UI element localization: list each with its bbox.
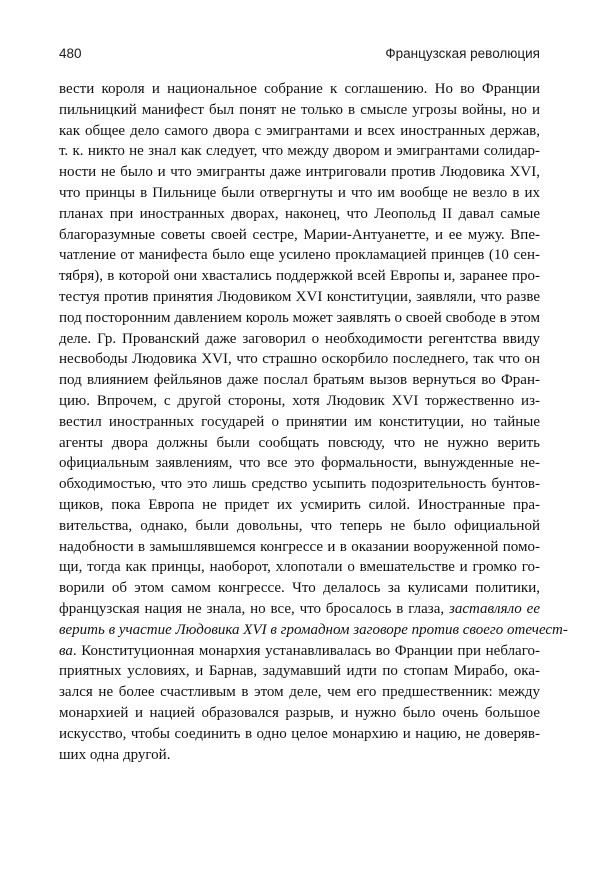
text-line bbox=[59, 225, 540, 246]
text-run: несвободы Людовика XVI, что страшно оскорбило последнего, так что он bbox=[59, 351, 540, 368]
text-line bbox=[59, 349, 540, 370]
text-line bbox=[59, 537, 540, 558]
running-title: Французская революция bbox=[385, 46, 540, 61]
italic-text: верить в участие Людовика XVI в громадном заговоре против своего отечест- bbox=[59, 621, 568, 638]
text-run: монархией и нацией образовался разрыв, и нужно было очень большое bbox=[59, 704, 540, 721]
text-run: под влиянием фейльянов даже послал братьям вызов вернуться во Фран- bbox=[59, 372, 540, 389]
text-line bbox=[59, 391, 540, 412]
text-line bbox=[59, 329, 540, 350]
text-line bbox=[59, 495, 540, 516]
text-line bbox=[59, 620, 568, 641]
text-run: что принцы в Пильнице были отвергнуты и что им вообще не везло в их bbox=[59, 184, 540, 201]
text-run: вительства, однако, были довольны, что теперь не было официальной bbox=[59, 517, 540, 534]
text-run: французская нация не знала, но все, что бросалось в глаза, bbox=[59, 600, 450, 617]
text-run: вести короля и национальное собрание к соглашению. Но во Франции bbox=[59, 81, 540, 97]
text-line bbox=[59, 745, 540, 766]
italic-text: ва bbox=[59, 642, 73, 659]
text-line bbox=[59, 682, 540, 703]
body-text bbox=[59, 79, 568, 765]
text-run: щи, тогда как принцы, наоборот, хлопотали о вмешательстве и громко го- bbox=[59, 559, 540, 576]
text-run: обходимостью, что это лишь средство усыпить подозрительность бунтов- bbox=[59, 476, 540, 493]
text-run: зался не более счастливым в этом деле, чем его предшественник: между bbox=[59, 684, 540, 701]
text-run: пильницкий манифест был понят не только в смысле угрозы войны, но и bbox=[59, 101, 540, 118]
text-line bbox=[59, 287, 540, 308]
italic-text: заставляло ее bbox=[449, 600, 540, 617]
text-line bbox=[59, 641, 540, 662]
page-number: 480 bbox=[59, 46, 82, 61]
text-run: . Конституционная монархия устанавливалась во Франции при неблаго- bbox=[72, 642, 540, 659]
text-line bbox=[59, 703, 540, 724]
text-run: вестил иностранных государей о принятии им конституции, но тайные bbox=[59, 413, 540, 430]
text-run: чатление от манифеста было еще усилено прокламацией принцев (10 сен- bbox=[59, 247, 540, 264]
text-line bbox=[59, 121, 540, 142]
text-run: т. к. никто не знал как следует, что между двором и эмигрантами солидар- bbox=[59, 143, 540, 160]
text-line bbox=[59, 183, 540, 204]
text-line bbox=[59, 245, 540, 266]
text-run: искусство, чтобы соединить в одно целое монархию и нацию, не доверяв- bbox=[59, 725, 540, 742]
text-line bbox=[59, 724, 540, 745]
text-line bbox=[59, 370, 540, 391]
text-line bbox=[59, 433, 540, 454]
text-line bbox=[59, 661, 540, 682]
text-run: благоразумные советы своей сестре, Марии-Антуанетте, и ее мужу. Впе- bbox=[59, 226, 540, 243]
page-header bbox=[59, 46, 540, 66]
text-line bbox=[59, 599, 540, 620]
text-line bbox=[59, 557, 540, 578]
text-line bbox=[59, 100, 540, 121]
text-line bbox=[59, 266, 540, 287]
text-line bbox=[59, 141, 540, 162]
text-run: планах при иностранных дворах, наконец, что Леопольд II давал самые bbox=[59, 205, 540, 222]
text-run: тября), в которой они хвастались поддержкой всей Европы и, заранее про- bbox=[59, 268, 540, 285]
text-run: агенты двора должны были сообщать повсюду, что не нужно верить bbox=[59, 434, 540, 451]
text-run: под посторонним давлением король может заявлять о своей свободе в этом bbox=[59, 309, 540, 326]
text-line bbox=[59, 453, 540, 474]
text-line bbox=[59, 412, 540, 433]
text-run: надобности в замышлявшемся конгрессе и в оказании вооруженной помо- bbox=[59, 538, 540, 555]
text-line bbox=[59, 162, 540, 183]
text-run: официальным заявлениям, что все это формальности, вынужденные не- bbox=[59, 455, 540, 472]
text-line bbox=[59, 578, 540, 599]
text-run: деле. Гр. Прованский даже заговорил о необходимости регентства ввиду bbox=[59, 330, 540, 347]
text-run: ворили об этом самом конгрессе. Что делалось за кулисами политики, bbox=[59, 580, 540, 597]
text-line bbox=[59, 516, 540, 537]
text-line bbox=[59, 79, 540, 100]
text-run: щиков, пока Европа не придет их усмирить силой. Иностранные пра- bbox=[59, 496, 540, 513]
text-run: ших одна другой. bbox=[59, 746, 171, 763]
text-line bbox=[59, 308, 540, 329]
text-run: ности не было и что эмигранты даже интриговали против Людовика XVI, bbox=[59, 164, 540, 181]
text-run: тестуя против принятия Людовиком XVI конституции, заявляли, что разве bbox=[59, 288, 540, 305]
text-line bbox=[59, 204, 540, 225]
text-run: как общее дело самого двора с эмигрантами и всех иностранных держав, bbox=[59, 122, 540, 139]
text-line bbox=[59, 474, 540, 495]
text-run: цию. Впрочем, с другой стороны, хотя Людовик XVI торжественно из- bbox=[59, 392, 540, 409]
text-run: приятных условиях, и Барнав, задумавший идти по стопам Мирабо, ока- bbox=[59, 663, 540, 680]
